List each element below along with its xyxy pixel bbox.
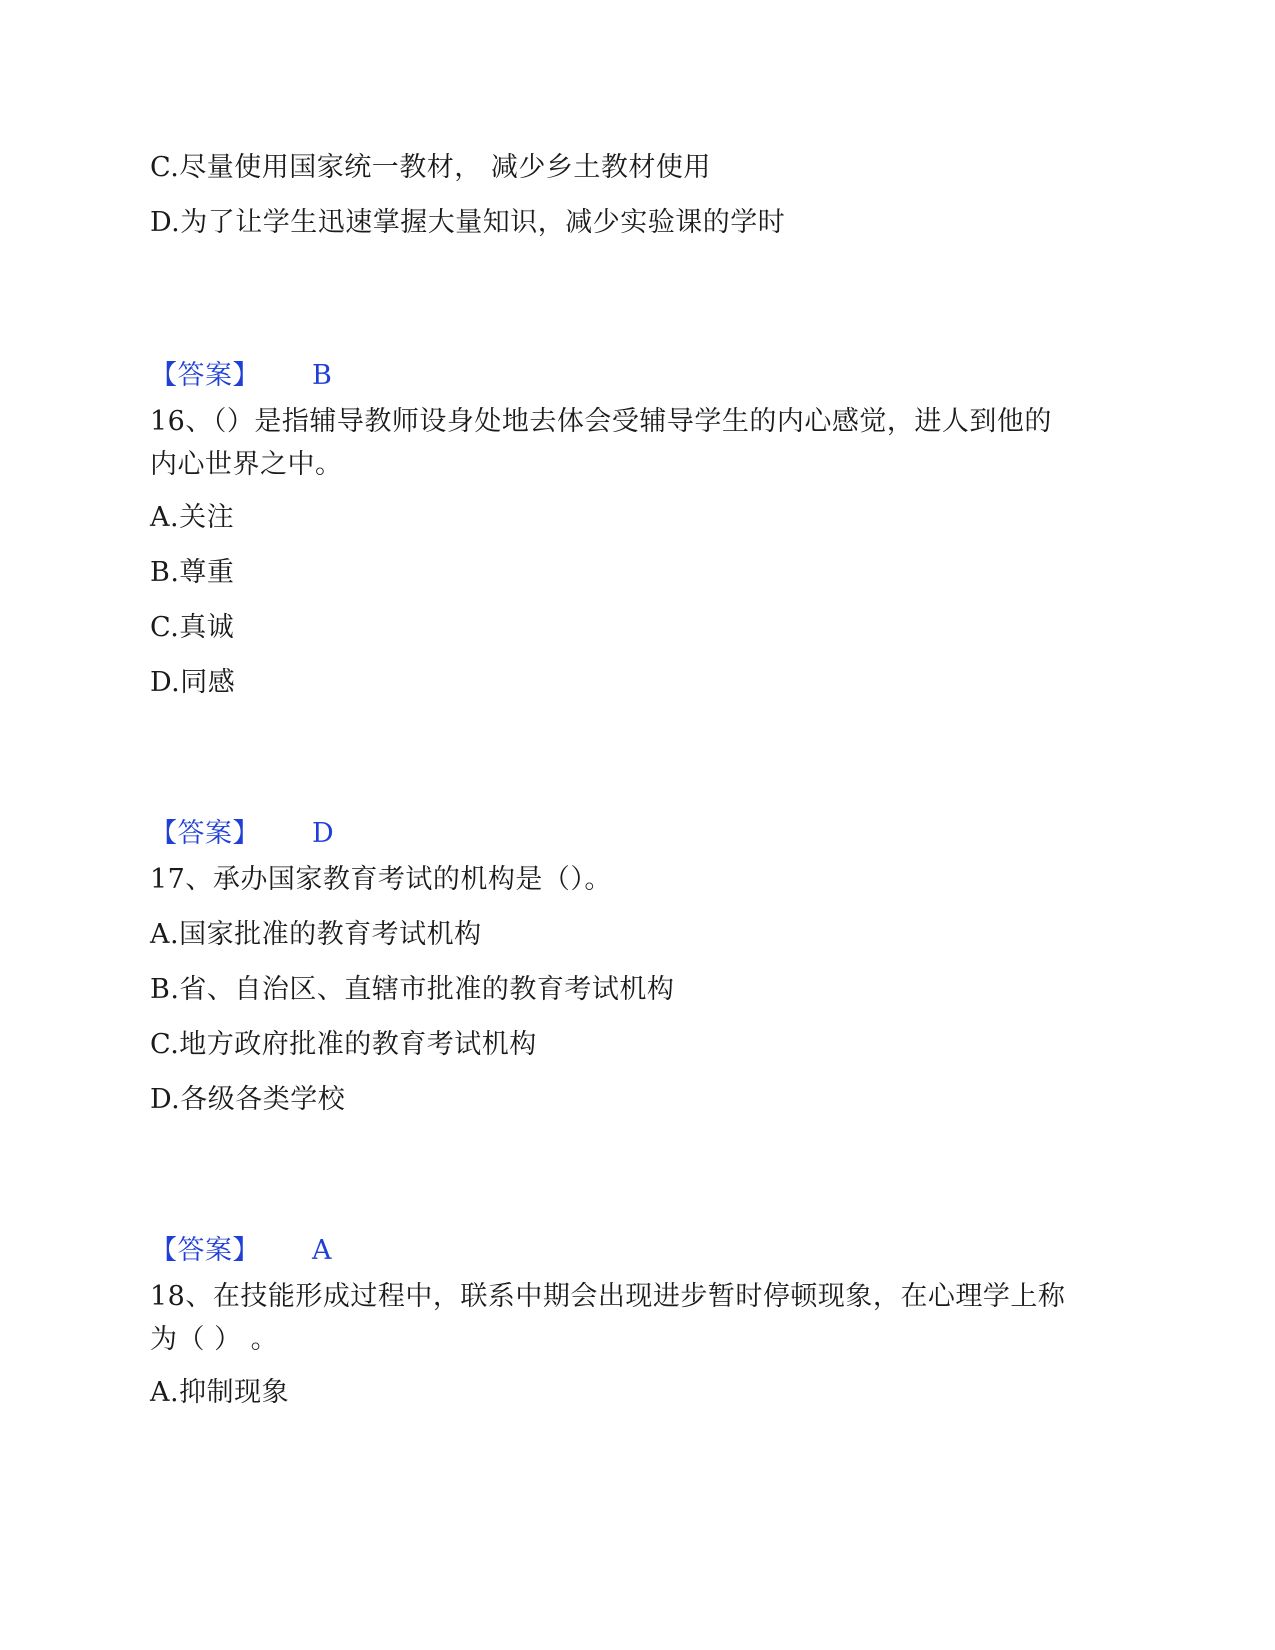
q17-option-b: B.省、自治区、直辖市批准的教育考试机构: [150, 974, 675, 1005]
answer-16: [150, 812, 334, 856]
q16-stem-line2: 内心世界之中。: [150, 449, 343, 480]
answer-label: 【答案】: [150, 818, 260, 849]
q18-stem-line1: 18、在技能形成过程中，联系中期会出现进步暂时停顿现象，在心理学上称: [150, 1281, 1066, 1312]
q15-option-d: D.为了让学生迅速掌握大量知识，减少实验课的学时: [150, 207, 786, 238]
answer-15: [150, 354, 332, 398]
q16-option-b: B.尊重: [150, 557, 235, 588]
answer-label: 【答案】: [150, 360, 260, 391]
answer-value: B: [312, 360, 333, 391]
q15-option-c: C.尽量使用国家统一教材， 减少乡土教材使用: [150, 152, 711, 183]
q16-option-a: A.关注: [150, 502, 235, 533]
q16-option-c: C.真诚: [150, 612, 235, 643]
answer-value: A: [312, 1235, 332, 1266]
q17-option-c: C.地方政府批准的教育考试机构: [150, 1029, 537, 1060]
answer-value: D: [312, 818, 335, 849]
q18-option-a: A.抑制现象: [150, 1377, 290, 1408]
answer-17: [150, 1229, 332, 1273]
q18-stem-line2: 为（ ） 。: [150, 1324, 279, 1355]
q17-option-d: D.各级各类学校: [150, 1084, 346, 1115]
q17-option-a: A.国家批准的教育考试机构: [150, 919, 482, 950]
q16-option-d: D.同感: [150, 667, 236, 698]
q17-stem: 17、承办国家教育考试的机构是（）。: [150, 864, 612, 895]
q16-stem-line1: 16、（）是指辅导教师设身处地去体会受辅导学生的内心感觉，进人到他的: [150, 406, 1052, 437]
answer-label: 【答案】: [150, 1235, 260, 1266]
